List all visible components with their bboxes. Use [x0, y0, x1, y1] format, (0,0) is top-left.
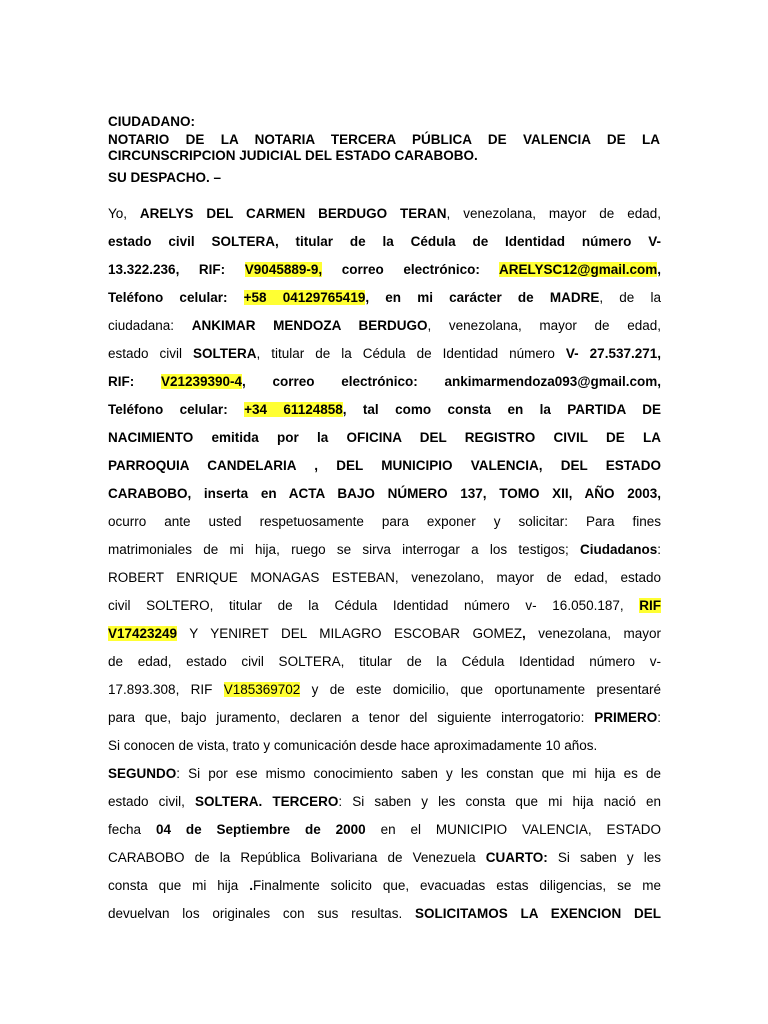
body-line-25: consta que mi hija .Finalmente solicito que, evacuadas estas diligencias, se me	[108, 878, 661, 893]
body-line-17: de edad, estado civil SOLTERA, titular de la Cédula Identidad número v-	[108, 654, 661, 669]
addressee-title: CIUDADANO:	[108, 114, 195, 129]
body-line-19: para que, bajo juramento, declaren a tenor del siguiente interrogatorio: PRIMERO:	[108, 710, 661, 725]
applicant-email: ARELYSC12@gmail.com	[499, 262, 658, 277]
body-line-8: Teléfono celular: +34 61124858, tal como consta en la PARTIDA DE	[108, 402, 661, 417]
addressee-line-1: NOTARIO DE LA NOTARIA TERCERA PÚBLICA DE VALENCIA DE LA	[108, 132, 660, 147]
body-line-6: estado civil SOLTERA, titular de la Cédula de Identidad número V- 27.537.271,	[108, 346, 661, 361]
addressee-closing: SU DESPACHO. –	[108, 170, 222, 185]
applicant-rif: V9045889-9,	[244, 262, 323, 277]
body-line-3: 13.322.236, RIF: V9045889-9, correo electrónico: ARELYSC12@gmail.com,	[108, 262, 661, 277]
body-line-26: devuelvan los originales con sus resultas. SOLICITAMOS LA EXENCION DEL	[108, 906, 661, 921]
body-line-14: ROBERT ENRIQUE MONAGAS ESTEBAN, venezolano, mayor de edad, estado	[108, 570, 661, 585]
applicant-phone: +58 04129765419	[243, 290, 366, 305]
applicant-name: ARELYS DEL CARMEN BERDUGO TERAN	[139, 206, 447, 221]
body-line-23: fecha 04 de Septiembre de 2000 en el MUNICIPIO VALENCIA, ESTADO	[108, 822, 661, 837]
daughter-rif: V21239390-4	[160, 374, 243, 389]
body-line-9: NACIMIENTO emitida por la OFICINA DEL REGISTRO CIVIL DE LA	[108, 430, 661, 445]
body-line-12: ocurro ante usted respetuosamente para exponer y solicitar: Para fines	[108, 514, 661, 529]
body-line-24: CARABOBO de la República Bolivariana de Venezuela CUARTO: Si saben y les	[108, 850, 662, 865]
witness-2-rif: V185369702	[223, 682, 301, 697]
body-line-21: SEGUNDO: Si por ese mismo conocimiento saben y les constan que mi hija es de	[108, 766, 661, 781]
body-line-18: 17.893.308, RIF V185369702 y de este domicilio, que oportunamente presentaré	[108, 682, 661, 697]
body-line-11: CARABOBO, inserta en ACTA BAJO NÚMERO 137, TOMO XII, AÑO 2003,	[108, 486, 661, 501]
body-line-20: Si conocen de vista, trato y comunicación desde hace aproximadamente 10 años.	[108, 738, 598, 753]
body-line-1: Yo, ARELYS DEL CARMEN BERDUGO TERAN, venezolana, mayor de edad,	[108, 206, 661, 221]
document-body	[108, 200, 661, 928]
body-line-15: civil SOLTERO, titular de la Cédula Identidad número v- 16.050.187, RIF	[108, 598, 661, 613]
body-line-10: PARROQUIA CANDELARIA , DEL MUNICIPIO VALENCIA, DEL ESTADO	[108, 458, 661, 473]
daughter-phone: +34 61124858	[244, 402, 343, 417]
body-line-13: matrimoniales de mi hija, ruego se sirva interrogar a los testigos; Ciudadanos:	[108, 542, 661, 557]
daughter-name: ANKIMAR MENDOZA BERDUGO	[191, 318, 428, 333]
birth-date: 04 de Septiembre de 2000	[155, 822, 366, 837]
body-line-22: estado civil, SOLTERA. TERCERO: Si saben y les consta que mi hija nació en	[108, 794, 661, 809]
addressee-line-2: CIRCUNSCRIPCION JUDICIAL DEL ESTADO CARABOBO.	[108, 148, 478, 163]
body-line-2: estado civil SOLTERA, titular de la Cédula de Identidad número V-	[108, 234, 661, 249]
body-line-7: RIF: V21239390-4, correo electrónico: ankimarmendoza093@gmail.com,	[108, 374, 661, 389]
body-line-5: ciudadana: ANKIMAR MENDOZA BERDUGO, venezolana, mayor de edad,	[108, 318, 661, 333]
body-line-4: Teléfono celular: +58 04129765419, en mi carácter de MADRE, de la	[108, 290, 661, 305]
witness-1-rif: V17423249	[108, 626, 178, 641]
body-line-16: V17423249 Y YENIRET DEL MILAGRO ESCOBAR GOMEZ, venezolana, mayor	[108, 626, 661, 641]
document-header	[108, 114, 660, 186]
